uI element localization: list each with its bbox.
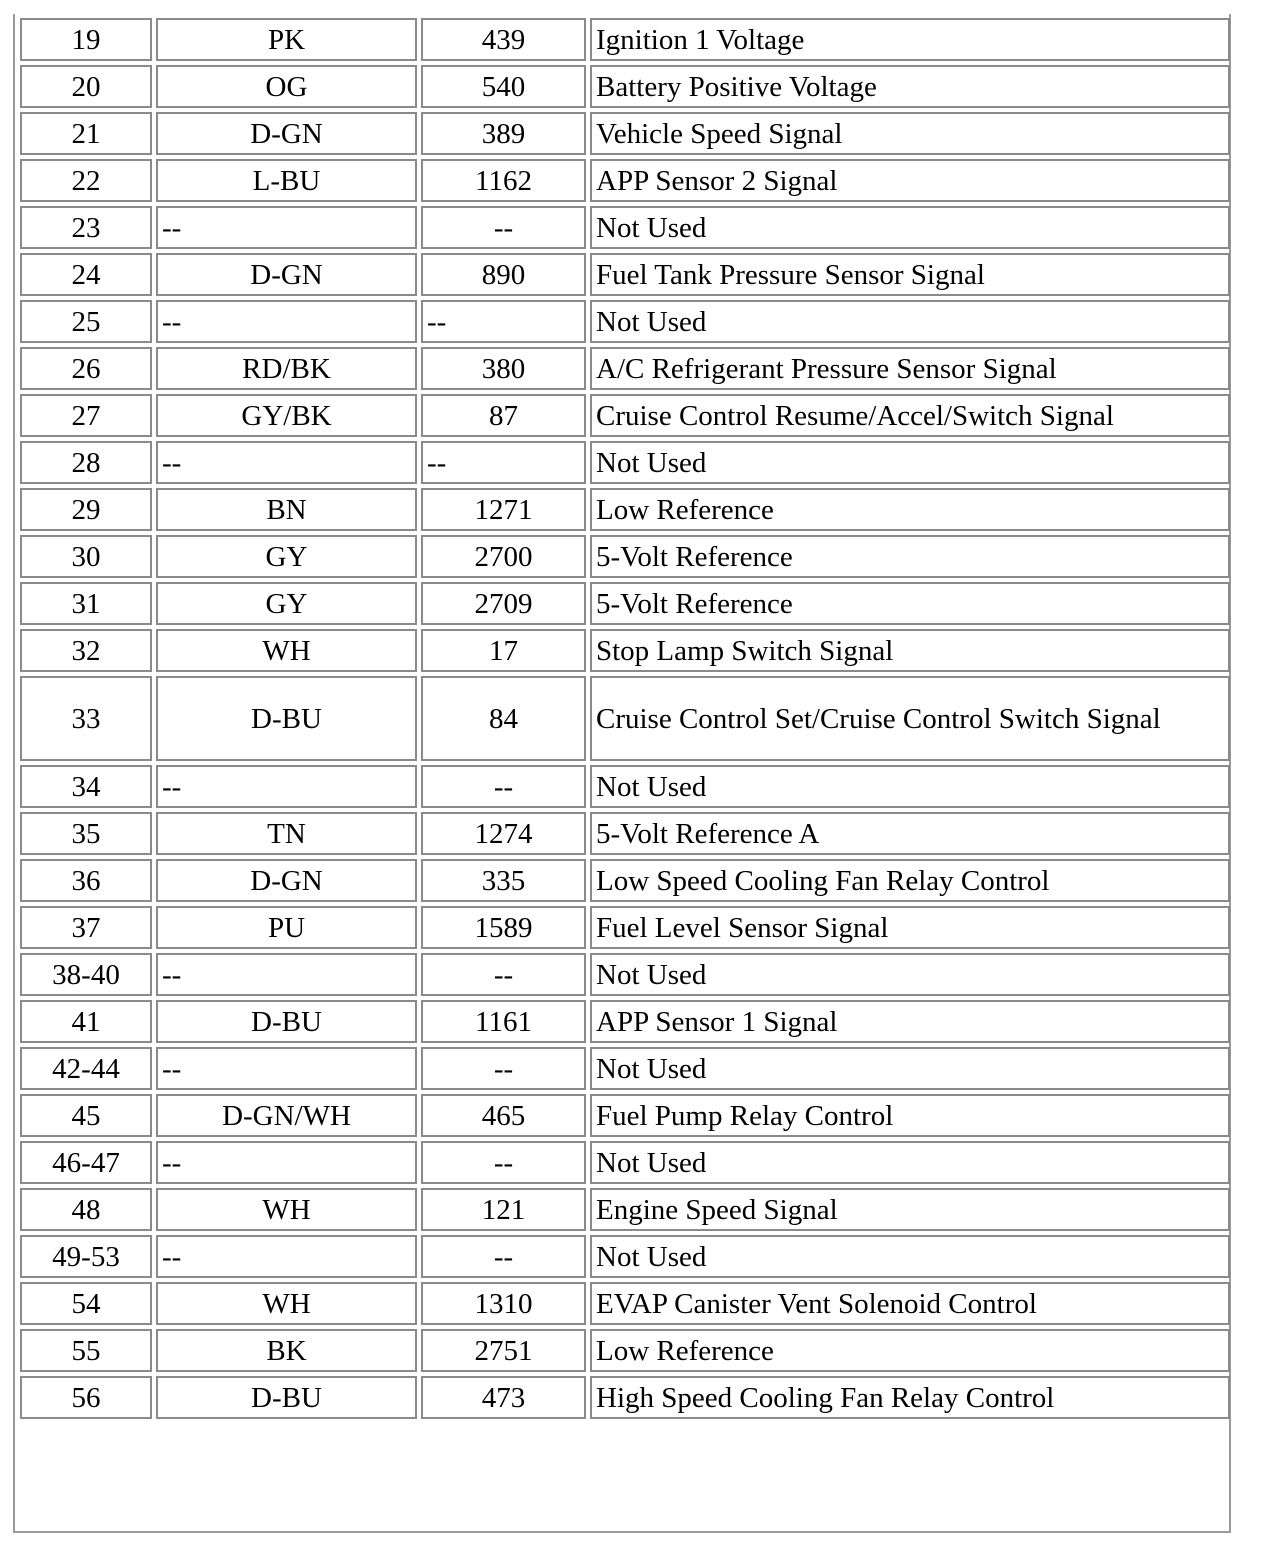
wire-color-cell: D-GN: [156, 859, 417, 902]
pin-cell: 36: [20, 859, 152, 902]
table-row: [20, 112, 1230, 155]
wire-color-cell: GY: [156, 535, 417, 578]
circuit-cell: 1162: [421, 159, 586, 202]
pin-cell: 48: [20, 1188, 152, 1231]
wire-color-cell: RD/BK: [156, 347, 417, 390]
table-row: [20, 1282, 1230, 1325]
pin-cell: 35: [20, 812, 152, 855]
wire-color-cell: BN: [156, 488, 417, 531]
function-cell: 5-Volt Reference: [590, 582, 1230, 625]
circuit-cell: 473: [421, 1376, 586, 1419]
wire-color-cell: PK: [156, 18, 417, 61]
pin-cell: 30: [20, 535, 152, 578]
pin-cell: 41: [20, 1000, 152, 1043]
function-cell: Not Used: [590, 1235, 1230, 1278]
circuit-cell: 2700: [421, 535, 586, 578]
pin-cell: 22: [20, 159, 152, 202]
pin-cell: 23: [20, 206, 152, 249]
pin-cell: 54: [20, 1282, 152, 1325]
table-row: [20, 1188, 1230, 1231]
wire-color-cell: WH: [156, 1188, 417, 1231]
wire-color-cell: --: [156, 300, 417, 343]
circuit-cell: 540: [421, 65, 586, 108]
circuit-cell: --: [421, 953, 586, 996]
function-cell: Engine Speed Signal: [590, 1188, 1230, 1231]
function-cell: Ignition 1 Voltage: [590, 18, 1230, 61]
pin-cell: 37: [20, 906, 152, 949]
table-row: [20, 159, 1230, 202]
pin-cell: 45: [20, 1094, 152, 1137]
wire-color-cell: --: [156, 1235, 417, 1278]
wire-color-cell: PU: [156, 906, 417, 949]
wire-color-cell: GY/BK: [156, 394, 417, 437]
pin-cell: 28: [20, 441, 152, 484]
table-row: [20, 582, 1230, 625]
pin-cell: 34: [20, 765, 152, 808]
function-cell: Battery Positive Voltage: [590, 65, 1230, 108]
function-cell: Not Used: [590, 1047, 1230, 1090]
pin-cell: 19: [20, 18, 152, 61]
wire-color-cell: D-BU: [156, 676, 417, 761]
connector-pinout-table: [16, 14, 1234, 1423]
function-cell: Not Used: [590, 441, 1230, 484]
table-row: [20, 65, 1230, 108]
pin-cell: 27: [20, 394, 152, 437]
function-cell: 5-Volt Reference A: [590, 812, 1230, 855]
table-row: [20, 629, 1230, 672]
circuit-cell: 17: [421, 629, 586, 672]
wire-color-cell: D-BU: [156, 1376, 417, 1419]
table-row: [20, 953, 1230, 996]
wire-color-cell: --: [156, 1047, 417, 1090]
circuit-cell: 335: [421, 859, 586, 902]
function-cell: Fuel Tank Pressure Sensor Signal: [590, 253, 1230, 296]
wire-color-cell: D-GN: [156, 112, 417, 155]
pin-cell: 24: [20, 253, 152, 296]
table-row: [20, 347, 1230, 390]
pin-cell: 32: [20, 629, 152, 672]
circuit-cell: --: [421, 765, 586, 808]
circuit-cell: 1271: [421, 488, 586, 531]
table-row: [20, 1094, 1230, 1137]
table-row: [20, 206, 1230, 249]
pin-cell: 49-53: [20, 1235, 152, 1278]
wire-color-cell: OG: [156, 65, 417, 108]
function-cell: Stop Lamp Switch Signal: [590, 629, 1230, 672]
circuit-cell: --: [421, 1235, 586, 1278]
pin-cell: 55: [20, 1329, 152, 1372]
pin-cell: 21: [20, 112, 152, 155]
table-row: [20, 812, 1230, 855]
function-cell: A/C Refrigerant Pressure Sensor Signal: [590, 347, 1230, 390]
circuit-cell: --: [421, 300, 586, 343]
wire-color-cell: D-BU: [156, 1000, 417, 1043]
table-row: [20, 18, 1230, 61]
wire-color-cell: --: [156, 441, 417, 484]
table-row: [20, 488, 1230, 531]
circuit-cell: 1589: [421, 906, 586, 949]
pin-cell: 42-44: [20, 1047, 152, 1090]
circuit-cell: 84: [421, 676, 586, 761]
table-row: [20, 859, 1230, 902]
pin-cell: 20: [20, 65, 152, 108]
function-cell: High Speed Cooling Fan Relay Control: [590, 1376, 1230, 1419]
wire-color-cell: --: [156, 206, 417, 249]
pin-cell: 25: [20, 300, 152, 343]
pin-cell: 31: [20, 582, 152, 625]
table-row: [20, 1235, 1230, 1278]
wire-color-cell: --: [156, 1141, 417, 1184]
circuit-cell: 465: [421, 1094, 586, 1137]
table-row: [20, 765, 1230, 808]
pin-cell: 46-47: [20, 1141, 152, 1184]
table-row: [20, 441, 1230, 484]
function-cell: Low Reference: [590, 488, 1230, 531]
table-row: [20, 1329, 1230, 1372]
circuit-cell: 439: [421, 18, 586, 61]
function-cell: Not Used: [590, 953, 1230, 996]
wire-color-cell: --: [156, 953, 417, 996]
table-row: [20, 300, 1230, 343]
function-cell: Not Used: [590, 765, 1230, 808]
wire-color-cell: WH: [156, 629, 417, 672]
circuit-cell: 121: [421, 1188, 586, 1231]
function-cell: Cruise Control Resume/Accel/Switch Signal: [590, 394, 1230, 437]
table-row: [20, 1141, 1230, 1184]
circuit-cell: 890: [421, 253, 586, 296]
table-row: [20, 1376, 1230, 1419]
function-cell: Not Used: [590, 300, 1230, 343]
function-cell: Low Reference: [590, 1329, 1230, 1372]
function-cell: Fuel Level Sensor Signal: [590, 906, 1230, 949]
circuit-cell: 1310: [421, 1282, 586, 1325]
pin-cell: 33: [20, 676, 152, 761]
circuit-cell: 2751: [421, 1329, 586, 1372]
circuit-cell: 87: [421, 394, 586, 437]
circuit-cell: --: [421, 1047, 586, 1090]
circuit-cell: 2709: [421, 582, 586, 625]
wire-color-cell: D-GN/WH: [156, 1094, 417, 1137]
circuit-cell: 1161: [421, 1000, 586, 1043]
pin-cell: 29: [20, 488, 152, 531]
function-cell: APP Sensor 1 Signal: [590, 1000, 1230, 1043]
circuit-cell: 1274: [421, 812, 586, 855]
circuit-cell: --: [421, 441, 586, 484]
function-cell: EVAP Canister Vent Solenoid Control: [590, 1282, 1230, 1325]
table-row: [20, 906, 1230, 949]
table-row: [20, 1000, 1230, 1043]
wire-color-cell: GY: [156, 582, 417, 625]
function-cell: Not Used: [590, 206, 1230, 249]
function-cell: Not Used: [590, 1141, 1230, 1184]
function-cell: 5-Volt Reference: [590, 535, 1230, 578]
table-row: [20, 253, 1230, 296]
function-cell: Fuel Pump Relay Control: [590, 1094, 1230, 1137]
function-cell: Low Speed Cooling Fan Relay Control: [590, 859, 1230, 902]
circuit-cell: --: [421, 206, 586, 249]
circuit-cell: --: [421, 1141, 586, 1184]
wire-color-cell: D-GN: [156, 253, 417, 296]
pin-cell: 56: [20, 1376, 152, 1419]
wire-color-cell: --: [156, 765, 417, 808]
wire-color-cell: L-BU: [156, 159, 417, 202]
pin-cell: 26: [20, 347, 152, 390]
wire-color-cell: WH: [156, 1282, 417, 1325]
table-row: [20, 1047, 1230, 1090]
table-row: [20, 676, 1230, 761]
wire-color-cell: BK: [156, 1329, 417, 1372]
function-cell: APP Sensor 2 Signal: [590, 159, 1230, 202]
circuit-cell: 380: [421, 347, 586, 390]
function-cell: Vehicle Speed Signal: [590, 112, 1230, 155]
function-cell: Cruise Control Set/Cruise Control Switch Signal: [590, 676, 1230, 761]
table-row: [20, 535, 1230, 578]
pin-cell: 38-40: [20, 953, 152, 996]
table-row: [20, 394, 1230, 437]
circuit-cell: 389: [421, 112, 586, 155]
wire-color-cell: TN: [156, 812, 417, 855]
